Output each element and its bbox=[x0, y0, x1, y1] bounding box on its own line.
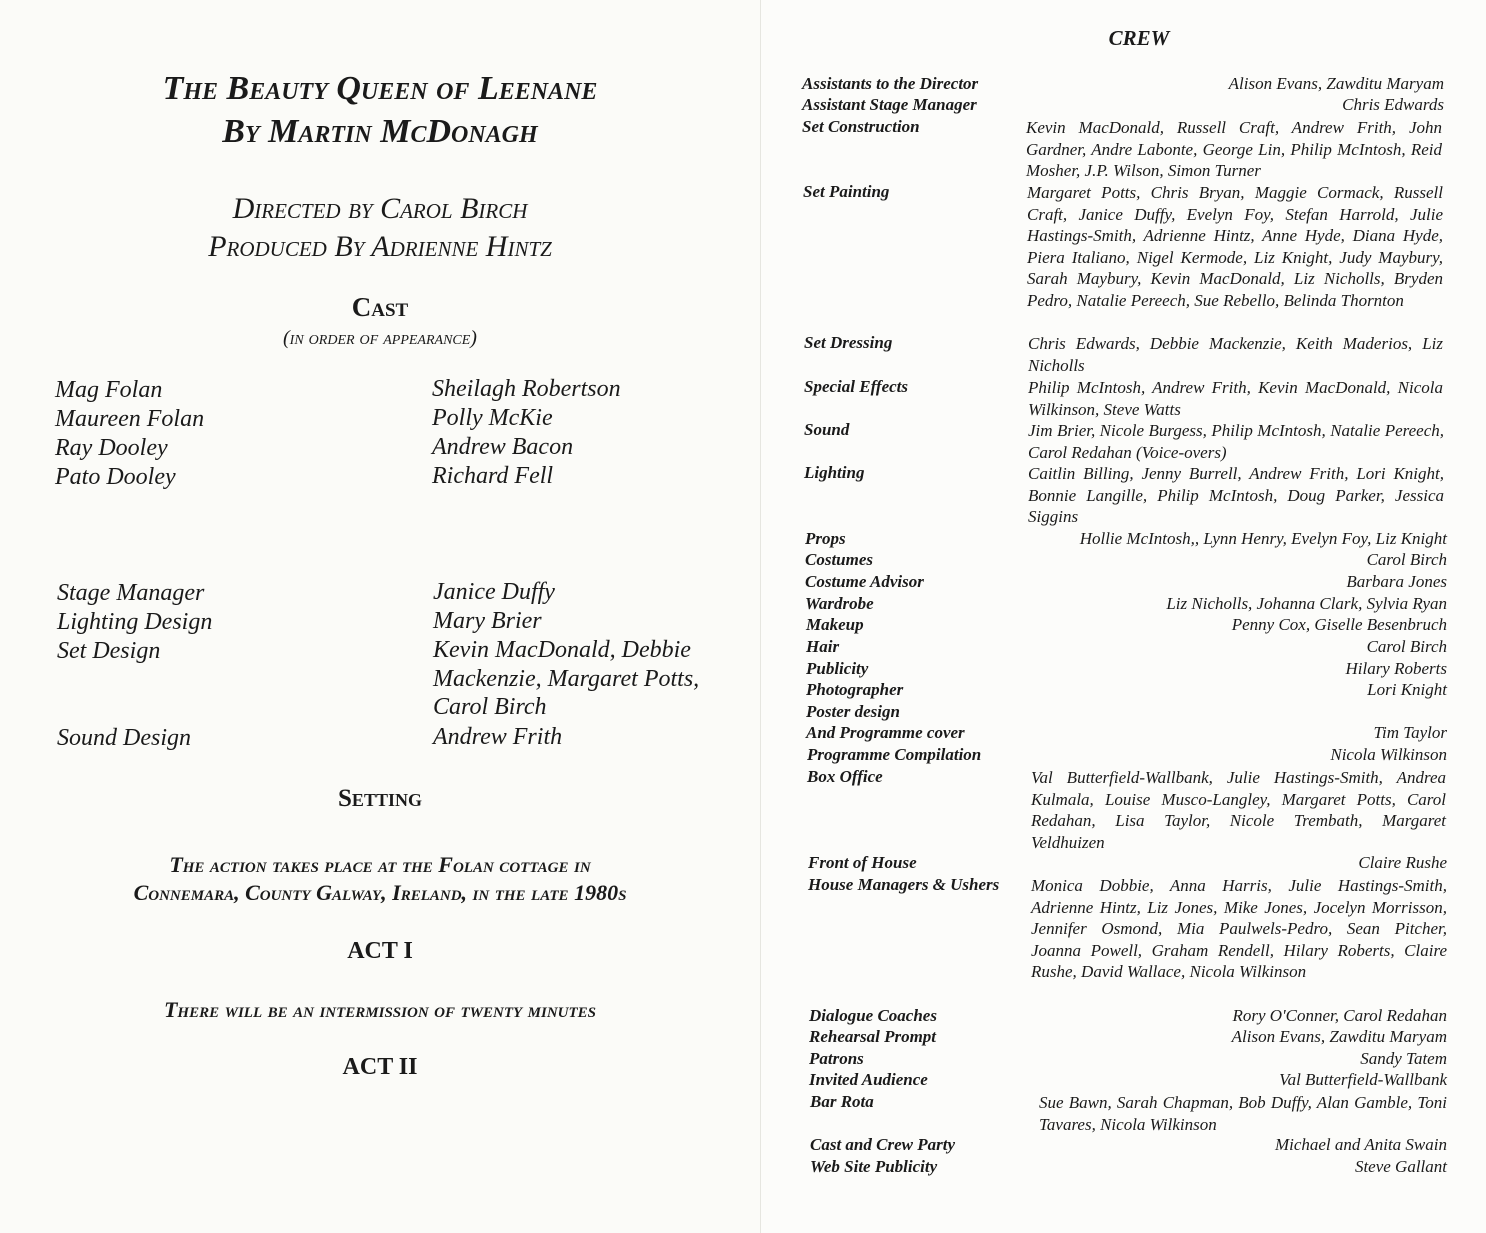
crew-role-label: House Managers & Ushers bbox=[808, 875, 1000, 894]
crew-member-names: Steve Gallant bbox=[1354, 1157, 1447, 1176]
crew-member-names: Barbara Jones bbox=[1346, 572, 1447, 591]
act-two: ACT II bbox=[342, 1054, 418, 1080]
crew-member-names: Carol Birch bbox=[1366, 550, 1447, 569]
crew-role-label: Hair bbox=[806, 637, 840, 656]
cast-actor: Polly McKie bbox=[432, 405, 553, 431]
crew-role-label: Bar Rota bbox=[810, 1092, 874, 1111]
cast-actor: Richard Fell bbox=[432, 463, 554, 489]
production-name: Janice Duffy bbox=[433, 579, 555, 605]
cast-role: Pato Dooley bbox=[55, 464, 176, 490]
production-role: Lighting Design bbox=[57, 609, 213, 635]
cast-actor: Sheilagh Robertson bbox=[432, 376, 621, 402]
crew-role-label: Poster design bbox=[806, 702, 900, 721]
crew-role-label: Assistant Stage Manager bbox=[802, 95, 977, 114]
crew-role-label: Invited Audience bbox=[809, 1070, 928, 1089]
crew-role-label: Wardrobe bbox=[805, 594, 874, 613]
crew-member-names: Claire Rushe bbox=[1358, 853, 1447, 872]
crew-role-label: And Programme cover bbox=[806, 723, 965, 742]
play-title: The Beauty Queen of Leenane bbox=[162, 70, 598, 107]
cast-subheading: (in order of appearance) bbox=[283, 327, 477, 349]
cast-actor: Andrew Bacon bbox=[432, 434, 574, 460]
crew-member-names: Margaret Potts, Chris Bryan, Maggie Cormack, Russell Craft, Janice Duffy, Evelyn Foy, Stefan Harrold, Julie Hastings-Smith, Adrienne Hintz, Anne Hyde, Diana Hyde, Piera Italiano, Nigel Kermode, Liz Knight, Judy Maybury, Sarah Maybury, Kevin MacDonald, Liz Nicholls, Bryden Pedro, Natalie Pereech, Sue Rebello, Belinda Thornton bbox=[1027, 183, 1443, 310]
production-name: Mackenzie, Margaret Potts, bbox=[433, 666, 700, 692]
production-name: Andrew Frith bbox=[433, 724, 563, 750]
crew-member-names: Kevin MacDonald, Russell Craft, Andrew Frith, John Gardner, Andre Labonte, George Lin, Philip McIntosh, Reid Mosher, J.P. Wilson, Simon Turner bbox=[1026, 118, 1442, 180]
setting-heading: Setting bbox=[338, 785, 422, 812]
crew-role-label: Props bbox=[805, 529, 846, 548]
playwright: By Martin McDonagh bbox=[222, 113, 538, 150]
production-role: Stage Manager bbox=[57, 580, 205, 606]
setting-line-2: Connemara, County Galway, Ireland, in the late 1980s bbox=[133, 880, 627, 905]
crew-member-names: Tim Taylor bbox=[1373, 723, 1447, 742]
crew-role-label: Web Site Publicity bbox=[810, 1157, 938, 1176]
crew-role-label: Set Painting bbox=[803, 182, 890, 201]
crew-role-label: Rehearsal Prompt bbox=[809, 1027, 937, 1046]
production-role: Sound Design bbox=[57, 725, 191, 751]
act-one: ACT I bbox=[347, 938, 413, 964]
crew-role-label: Dialogue Coaches bbox=[809, 1006, 937, 1025]
crew-member-names: Chris Edwards, Debbie Mackenzie, Keith Maderios, Liz Nicholls bbox=[1028, 334, 1443, 375]
crew-role-label: Makeup bbox=[806, 615, 864, 634]
production-name: Mary Brier bbox=[433, 608, 542, 634]
crew-role-label: Costumes bbox=[805, 550, 874, 569]
crew-member-names: Nicola Wilkinson bbox=[1330, 745, 1447, 764]
crew-role-label: Front of House bbox=[808, 853, 917, 872]
cast-role: Maureen Folan bbox=[55, 406, 205, 432]
crew-role-label: Assistants to the Director bbox=[802, 74, 979, 93]
crew-member-names: Liz Nicholls, Johanna Clark, Sylvia Ryan bbox=[1166, 594, 1447, 613]
crew-member-names: Penny Cox, Giselle Besenbruch bbox=[1231, 615, 1447, 634]
producer-credit: Produced By Adrienne Hintz bbox=[208, 230, 552, 263]
crew-role-label: Cast and Crew Party bbox=[810, 1135, 955, 1154]
crew-role-label: Programme Compilation bbox=[807, 745, 982, 764]
crew-member-names: Chris Edwards bbox=[1342, 95, 1444, 114]
crew-member-names: Caitlin Billing, Jenny Burrell, Andrew Frith, Lori Knight, Bonnie Langille, Philip McIntosh, Doug Parker, Jessica Siggins bbox=[1028, 464, 1444, 526]
cast-heading: Cast bbox=[351, 292, 409, 322]
crew-role-label: Set Construction bbox=[802, 117, 920, 136]
crew-member-names: Jim Brier, Nicole Burgess, Philip McIntosh, Natalie Pereech, Carol Redahan (Voice-overs) bbox=[1028, 421, 1444, 462]
intermission-note: There will be an intermission of twenty minutes bbox=[163, 997, 597, 1022]
production-role: Set Design bbox=[57, 638, 161, 664]
crew-member-names: Val Butterfield-Wallbank, Julie Hastings-Smith, Andrea Kulmala, Louise Musco-Langley, Margaret Potts, Carol Redahan, Lisa Taylor, Nicole Trembath, Margaret Veldhuizen bbox=[1031, 768, 1446, 852]
crew-role-label: Lighting bbox=[804, 463, 865, 482]
director-credit: Directed by Carol Birch bbox=[232, 192, 528, 225]
crew-member-names: Sue Bawn, Sarah Chapman, Bob Duffy, Alan Gamble, Toni Tavares, Nicola Wilkinson bbox=[1039, 1093, 1447, 1134]
crew-role-label: Patrons bbox=[809, 1049, 864, 1068]
crew-member-names: Philip McIntosh, Andrew Frith, Kevin MacDonald, Nicola Wilkinson, Steve Watts bbox=[1028, 378, 1443, 419]
crew-member-names: Lori Knight bbox=[1367, 680, 1447, 699]
crew-member-names: Val Butterfield-Wallbank bbox=[1279, 1070, 1447, 1089]
crew-heading: CREW bbox=[1108, 26, 1170, 50]
crew-role-label: Costume Advisor bbox=[805, 572, 924, 591]
crew-member-names: Carol Birch bbox=[1366, 637, 1447, 656]
crew-member-names: Hollie McIntosh,, Lynn Henry, Evelyn Foy, Liz Knight bbox=[1079, 529, 1447, 548]
crew-role-label: Photographer bbox=[806, 680, 904, 699]
crew-member-names: Hilary Roberts bbox=[1345, 659, 1447, 678]
crew-member-names: Alison Evans, Zawditu Maryam bbox=[1228, 74, 1444, 93]
right-page bbox=[760, 0, 1486, 1233]
setting-line-1: The action takes place at the Folan cottage in bbox=[169, 852, 591, 877]
crew-role-label: Publicity bbox=[806, 659, 869, 678]
crew-role-label: Box Office bbox=[807, 767, 883, 786]
crew-member-names: Michael and Anita Swain bbox=[1274, 1135, 1447, 1154]
production-name: Carol Birch bbox=[433, 694, 547, 720]
crew-role-label: Sound bbox=[804, 420, 850, 439]
crew-member-names: Sandy Tatem bbox=[1360, 1049, 1447, 1068]
crew-member-names: Alison Evans, Zawditu Maryam bbox=[1231, 1027, 1447, 1046]
cast-role: Ray Dooley bbox=[55, 435, 168, 461]
crew-member-names: Monica Dobbie, Anna Harris, Julie Hastings-Smith, Adrienne Hintz, Liz Jones, Mike Jones, Jocelyn Morrisson, Jennifer Osmond, Mia Paulwels-Pedro, Sean Pitcher, Joanna Powell, Graham Rendell, Hilary Roberts, Claire Rushe, David Wallace, Nicola Wilkinson bbox=[1031, 876, 1447, 981]
crew-role-label: Special Effects bbox=[804, 377, 909, 396]
production-name: Kevin MacDonald, Debbie bbox=[433, 637, 691, 663]
cast-role: Mag Folan bbox=[55, 377, 163, 403]
crew-role-label: Set Dressing bbox=[804, 333, 893, 352]
crew-member-names: Rory O'Conner, Carol Redahan bbox=[1232, 1006, 1447, 1025]
